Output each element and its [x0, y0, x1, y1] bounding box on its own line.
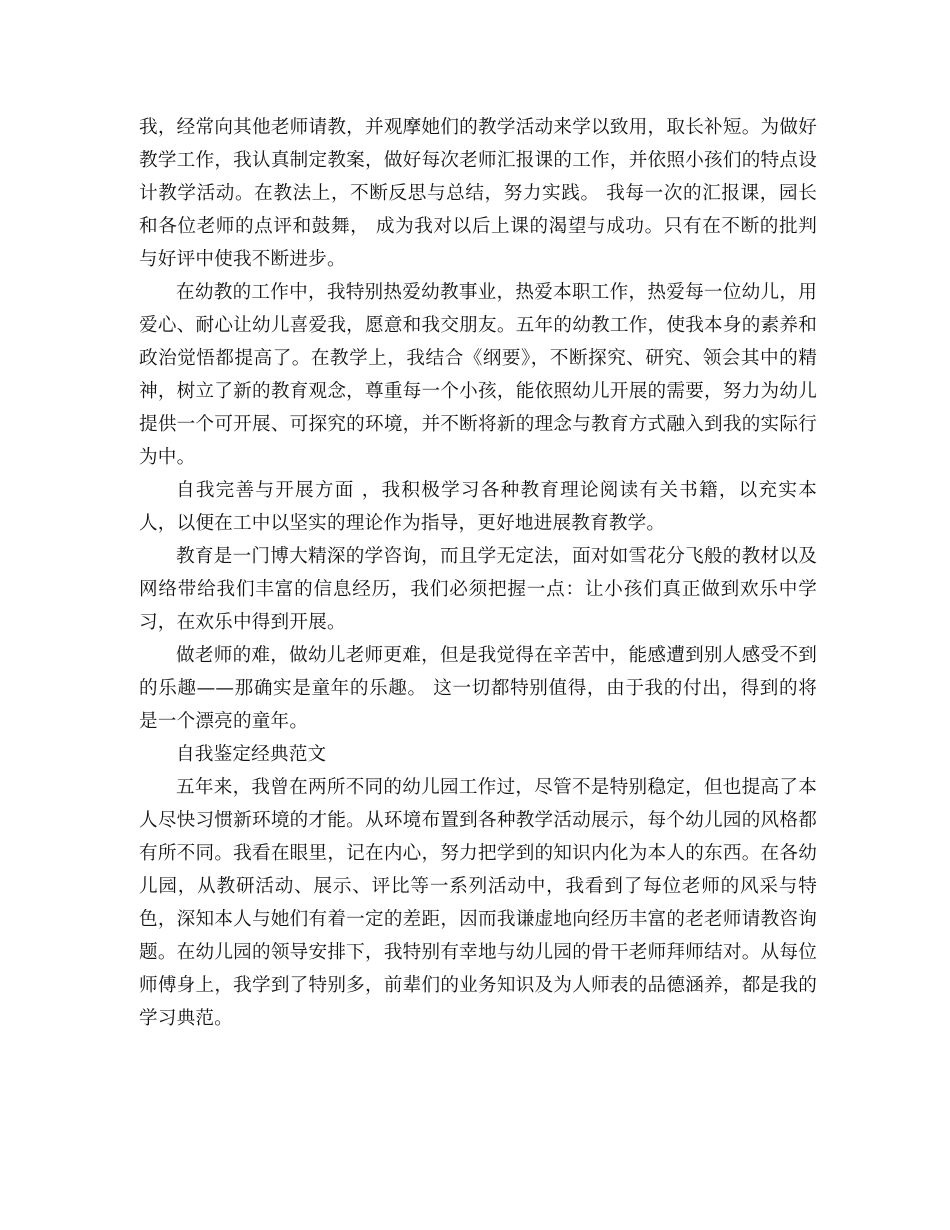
- paragraph-continuation: 我，经常向其他老师请教，并观摩她们的教学活动来学以致用，取长补短。为做好教学工作，我认真制定教案，做好每次老师汇报课的工作，并依照小孩们的特点设计教学活动。在教法上，不断反思与总结，努力实践。 我每一次的汇报课，园长和各位老师的点评和鼓舞， 成为我对以后上课的渴望与成功。只有在不断的批判与好评中使我不断进步。: [139, 117, 817, 270]
- paragraph-teacher-joy: 做老师的难，做幼儿老师更难，但是我觉得在辛苦中，能感遭到别人感受不到的乐趣——那确实是童年的乐趣。 这一切都特别值得，由于我的付出，得到的将是一个漂亮的童年。: [139, 645, 817, 732]
- paragraph-five-years: 五年来，我曾在两所不同的幼儿园工作过，尽管不是特别稳定，但也提高了本人尽快习惯新环境的才能。从环境布置到各种教学活动展示，每个幼儿园的风格都有所不同。我看在眼里，记在内心，努力把学到的知识内化为本人的东西。在各幼儿园，从教研活动、展示、评比等一系列活动中，我看到了每位老师的风采与特色，深知本人与她们有着一定的差距，因而我谦虚地向经历丰富的老老师请教咨询题。在幼儿园的领导安排下，我特别有幸地与幼儿园的骨干老师拜师结对。从每位师傅身上，我学到了特别多，前辈们的业务知识及为人师表的品德涵养，都是我的学习典范。: [139, 777, 817, 1029]
- section-heading: 自我鉴定经典范文: [176, 744, 327, 765]
- paragraph-kindergarten-work: 在幼教的工作中，我特别热爱幼教事业，热爱本职工作，热爱每一位幼儿，用爱心、耐心让幼儿喜爱我，愿意和我交朋友。五年的幼教工作，使我本身的素养和政治觉悟都提高了。在教学上，我结合《纲要》，不断探究、研究、领会其中的精神，树立了新的教育观念，尊重每一个小孩，能依照幼儿开展的需要，努力为幼儿提供一个可开展、可探究的环境，并不断将新的理念与教育方式融入到我的实际行为中。: [139, 282, 817, 468]
- document-body: [139, 111, 817, 1035]
- paragraph-self-improvement: 自我完善与开展方面 ，我积极学习各种教育理论阅读有关书籍，以充实本人，以便在工中以坚实的理论作为指导，更好地进展教育教学。: [139, 480, 817, 534]
- paragraph-education-learning: 教育是一门博大精深的学咨询，而且学无定法，面对如雪花分飞般的教材以及网络带给我们丰富的信息经历，我们必须把握一点：让小孩们真正做到欢乐中学习，在欢乐中得到开展。: [139, 546, 817, 633]
